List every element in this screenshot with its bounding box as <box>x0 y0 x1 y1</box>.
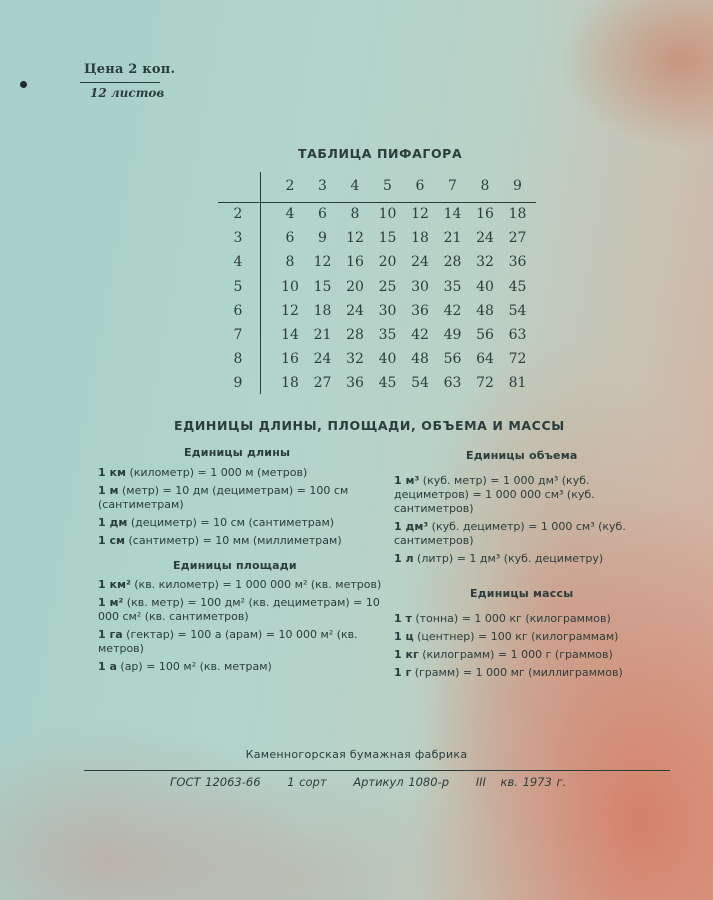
price-label: Цена 2 коп. <box>84 62 176 77</box>
unit-item <box>394 648 654 662</box>
unit-conversion: (сантиметр) = 10 мм (миллиметрам) <box>125 534 342 547</box>
unit-conversion: (литр) = 1 дм³ (куб. дециметру) <box>413 552 604 565</box>
row-header: 9 <box>233 375 243 392</box>
table-cell: 20 <box>378 254 397 271</box>
unit-conversion: (тонна) = 1 000 кг (килограммов) <box>411 612 611 625</box>
area-units-list <box>98 578 388 678</box>
unit-item <box>98 660 388 674</box>
unit-conversion: (метр) = 10 дм (дециметрам) = 100 см (сантиметрам) <box>98 484 349 511</box>
table-cell: 72 <box>476 375 494 392</box>
table-cell: 35 <box>443 278 462 295</box>
unit-lead: 1 м <box>98 484 119 497</box>
unit-lead: 1 л <box>394 552 414 565</box>
unit-conversion: (дециметр) = 10 см (сантиметрам) <box>127 516 335 529</box>
table-cell: 25 <box>378 278 397 295</box>
row-header: 6 <box>233 302 243 319</box>
table-cell: 12 <box>346 230 364 247</box>
table-cell: 35 <box>378 327 397 343</box>
row-header: 4 <box>233 254 243 271</box>
table-horizontal-rule <box>218 202 536 203</box>
table-cell: 48 <box>476 302 494 319</box>
table-cell: 8 <box>285 254 295 271</box>
unit-lead: 1 км² <box>98 578 131 591</box>
row-header: 7 <box>233 327 243 343</box>
column-header: 3 <box>318 178 327 194</box>
column-header: 2 <box>285 178 295 194</box>
article-number: Артикул 1080-р <box>353 775 450 789</box>
unit-lead: 1 м² <box>98 596 124 609</box>
table-cell: 28 <box>346 327 364 343</box>
unit-item <box>394 666 654 680</box>
table-cell: 48 <box>411 351 429 368</box>
volume-units-list <box>394 474 654 570</box>
unit-lead: 1 ц <box>394 630 414 643</box>
unit-lead: 1 см <box>98 534 125 547</box>
mass-units-list <box>394 612 654 684</box>
row-header: 5 <box>233 278 243 295</box>
table-cell: 56 <box>443 351 462 368</box>
table-cell: 45 <box>378 375 397 392</box>
table-cell: 30 <box>378 302 397 319</box>
unit-item <box>98 578 388 592</box>
table-cell: 36 <box>508 254 527 271</box>
column-header: 5 <box>383 178 392 194</box>
pythagoras-table-title: ТАБЛИЦА ПИФАГОРА <box>298 146 463 161</box>
table-cell: 36 <box>411 302 429 319</box>
table-cell: 72 <box>508 351 527 368</box>
table-cell: 18 <box>411 230 429 247</box>
unit-item <box>98 466 388 480</box>
sheet-count-label: 12 листов <box>90 86 165 100</box>
table-cell: 42 <box>411 327 429 343</box>
table-cell: 10 <box>378 206 397 222</box>
table-cell: 18 <box>281 375 299 392</box>
unit-conversion: (гектар) = 100 а (арам) = 10 000 м² (кв. метров) <box>98 628 358 655</box>
table-cell: 81 <box>508 375 527 392</box>
unit-conversion: (кв. километр) = 1 000 000 м² (кв. метров) <box>130 578 382 591</box>
table-cell: 9 <box>318 230 327 247</box>
table-cell: 49 <box>443 327 462 343</box>
row-header: 2 <box>233 206 243 222</box>
table-cell: 18 <box>508 206 527 222</box>
unit-conversion: (куб. дециметр) = 1 000 см³ (куб. сантиметров) <box>394 520 626 547</box>
table-cell: 27 <box>508 230 527 247</box>
units-section-title: ЕДИНИЦЫ ДЛИНЫ, ПЛОЩАДИ, ОБЪЕМА И МАССЫ <box>174 418 565 433</box>
table-cell: 30 <box>411 278 429 295</box>
unit-lead: 1 т <box>394 612 412 625</box>
table-cell: 40 <box>378 351 397 368</box>
table-cell: 10 <box>281 278 299 295</box>
column-header: 6 <box>415 178 425 194</box>
unit-conversion: (куб. метр) = 1 000 дм³ (куб. дециметров) = 1 000 000 см³ (куб. сантиметров) <box>394 474 595 515</box>
table-cell: 56 <box>476 327 494 343</box>
unit-item <box>98 516 388 530</box>
table-cell: 15 <box>313 278 332 295</box>
punch-dot <box>20 81 27 88</box>
table-cell: 42 <box>443 302 462 319</box>
row-header: 3 <box>233 230 243 247</box>
mass-units-title: Единицы массы <box>470 587 574 600</box>
table-cell: 21 <box>443 230 462 247</box>
year: кв. 1973 г. <box>500 775 567 789</box>
column-header: 9 <box>513 178 522 194</box>
unit-lead: 1 а <box>98 660 117 673</box>
unit-item <box>394 612 654 626</box>
unit-conversion: (километр) = 1 000 м (метров) <box>125 466 308 479</box>
table-cell: 40 <box>476 278 494 295</box>
pythagoras-table <box>214 172 544 402</box>
footer-divider <box>84 770 670 771</box>
unit-item <box>98 628 388 656</box>
unit-item <box>98 596 388 624</box>
table-cell: 63 <box>443 375 462 392</box>
table-cell: 28 <box>443 254 462 271</box>
unit-lead: 1 дм³ <box>394 520 429 533</box>
unit-item <box>394 520 654 548</box>
unit-lead: 1 дм <box>98 516 128 529</box>
column-header: 8 <box>480 178 490 194</box>
table-cell: 6 <box>285 230 295 247</box>
column-header: 7 <box>448 178 457 194</box>
table-cell: 21 <box>313 327 332 343</box>
paper-grade: 1 сорт <box>287 775 327 789</box>
table-cell: 24 <box>476 230 494 247</box>
table-cell: 14 <box>281 327 299 343</box>
unit-conversion: (ар) = 100 м² (кв. метрам) <box>116 660 272 673</box>
length-units-title: Единицы длины <box>184 446 291 459</box>
factory-name: Каменногорская бумажная фабрика <box>245 748 468 761</box>
table-cell: 12 <box>313 254 332 271</box>
volume-units-title: Единицы объема <box>466 449 578 462</box>
table-cell: 8 <box>350 206 360 222</box>
unit-conversion: (центнер) = 100 кг (килограммам) <box>413 630 619 643</box>
unit-conversion: (грамм) = 1 000 мг (миллиграммов) <box>411 666 623 679</box>
table-cell: 32 <box>346 351 364 368</box>
table-cell: 64 <box>476 351 494 368</box>
table-cell: 14 <box>443 206 462 222</box>
unit-lead: 1 кг <box>394 648 419 661</box>
table-cell: 36 <box>346 375 364 392</box>
table-vertical-rule <box>260 172 261 394</box>
table-cell: 16 <box>346 254 364 271</box>
table-cell: 54 <box>411 375 429 392</box>
table-cell: 32 <box>476 254 494 271</box>
unit-item <box>394 552 654 566</box>
unit-lead: 1 га <box>98 628 123 641</box>
quarter: III <box>475 775 486 789</box>
price-divider <box>80 82 160 83</box>
column-header: 4 <box>350 178 360 194</box>
table-cell: 24 <box>411 254 429 271</box>
unit-item <box>394 630 654 644</box>
table-cell: 24 <box>313 351 332 368</box>
unit-lead: 1 км <box>98 466 126 479</box>
unit-lead: 1 г <box>394 666 412 679</box>
unit-conversion: (килограмм) = 1 000 г (граммов) <box>418 648 613 661</box>
gost-code: ГОСТ 12063-66 <box>170 775 261 789</box>
length-units-list <box>98 466 388 552</box>
table-cell: 4 <box>285 206 295 222</box>
table-cell: 12 <box>411 206 429 222</box>
table-cell: 20 <box>346 278 364 295</box>
unit-item <box>98 534 388 548</box>
table-cell: 6 <box>318 206 327 222</box>
table-cell: 12 <box>281 302 299 319</box>
unit-conversion: (кв. метр) = 100 дм² (кв. дециметрам) = 10 000 см² (кв. сантиметров) <box>98 596 380 623</box>
imprint-line <box>170 775 588 789</box>
unit-item <box>98 484 388 512</box>
area-units-title: Единицы площади <box>173 559 297 572</box>
unit-lead: 1 м³ <box>394 474 420 487</box>
table-cell: 27 <box>313 375 332 392</box>
table-cell: 16 <box>281 351 299 368</box>
table-cell: 16 <box>476 206 494 222</box>
table-cell: 45 <box>508 278 527 295</box>
table-cell: 18 <box>313 302 332 319</box>
unit-item <box>394 474 654 516</box>
table-cell: 63 <box>508 327 527 343</box>
table-cell: 24 <box>346 302 364 319</box>
table-cell: 54 <box>508 302 527 319</box>
row-header: 8 <box>233 351 243 368</box>
table-cell: 15 <box>378 230 397 247</box>
